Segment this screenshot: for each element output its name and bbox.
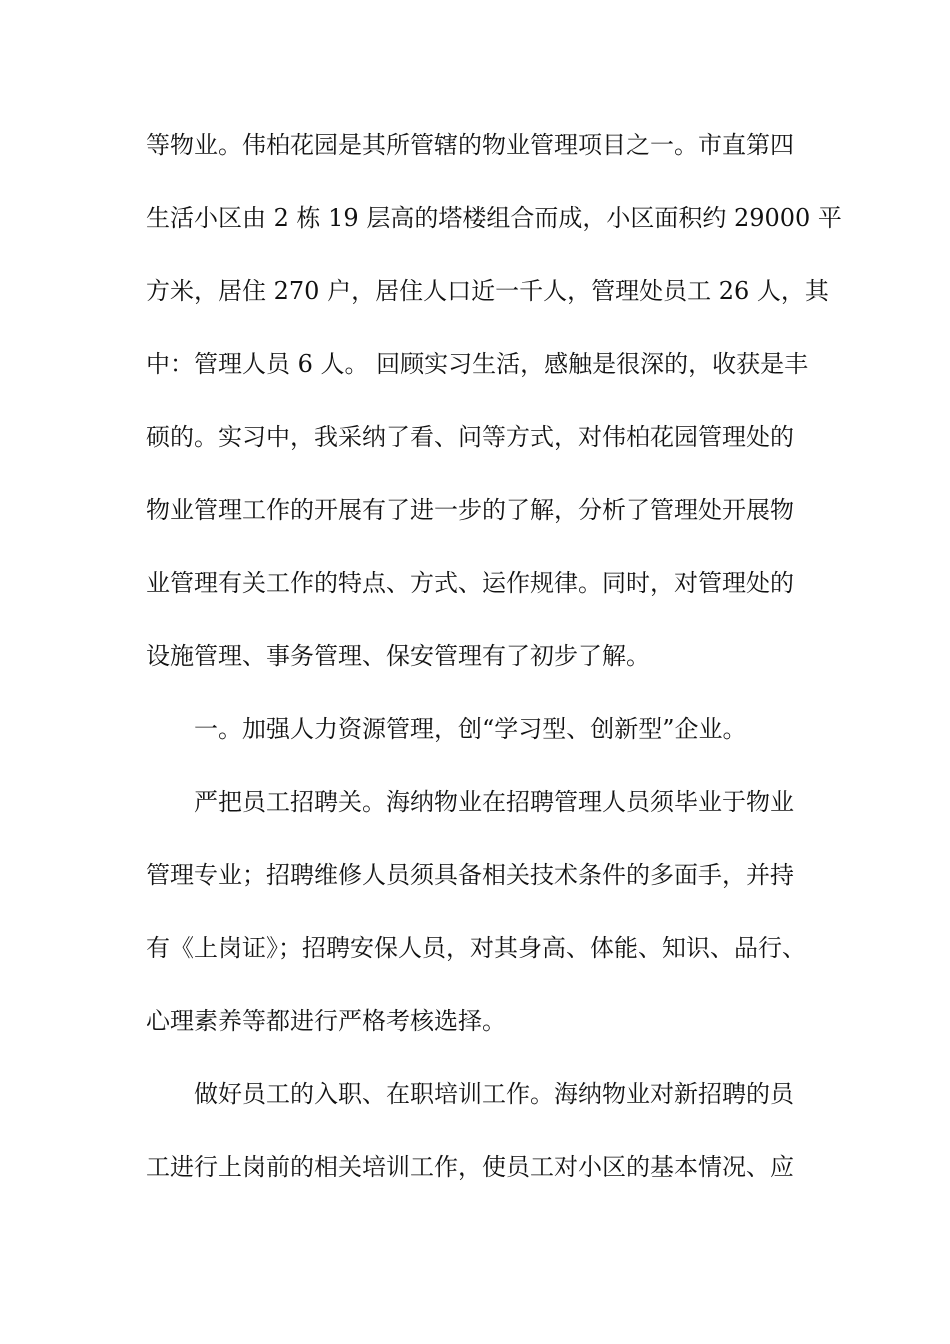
text-line-4: 中：管理人员 6 人。 回顾实习生活，感触是很深的，收获是丰 bbox=[146, 350, 809, 378]
text-line-6: 物业管理工作的开展有了进一步的了解，分析了管理处开展物 bbox=[146, 496, 794, 524]
text-line-14: 做好员工的入职、在职培训工作。海纳物业对新招聘的员 bbox=[194, 1080, 794, 1108]
text-line-3: 方米，居住 270 户，居住人口近一千人，管理处员工 26 人，其 bbox=[146, 277, 829, 305]
text-line-10: 严把员工招聘关。海纳物业在招聘管理人员须毕业于物业 bbox=[194, 788, 794, 816]
text-line-12: 有《上岗证》；招聘安保人员，对其身高、体能、知识、品行、 bbox=[146, 934, 806, 962]
section-heading: 一。加强人力资源管理，创“学习型、创新型”企业。 bbox=[194, 715, 747, 743]
text-line-13: 心理素养等都进行严格考核选择。 bbox=[146, 1007, 506, 1035]
text-line-15: 工进行上岗前的相关培训工作，使员工对小区的基本情况、应 bbox=[146, 1153, 794, 1181]
text-line-2: 生活小区由 2 栋 19 层高的塔楼组合而成，小区面积约 29000 平 bbox=[146, 204, 842, 232]
text-line-7: 业管理有关工作的特点、方式、运作规律。同时，对管理处的 bbox=[146, 569, 794, 597]
text-line-5: 硕的。实习中，我采纳了看、问等方式，对伟柏花园管理处的 bbox=[146, 423, 794, 451]
text-line-8: 设施管理、事务管理、保安管理有了初步了解。 bbox=[146, 642, 650, 670]
text-line-1: 等物业。伟柏花园是其所管辖的物业管理项目之一。市直第四 bbox=[146, 131, 794, 159]
text-line-11: 管理专业；招聘维修人员须具备相关技术条件的多面手，并持 bbox=[146, 861, 794, 889]
